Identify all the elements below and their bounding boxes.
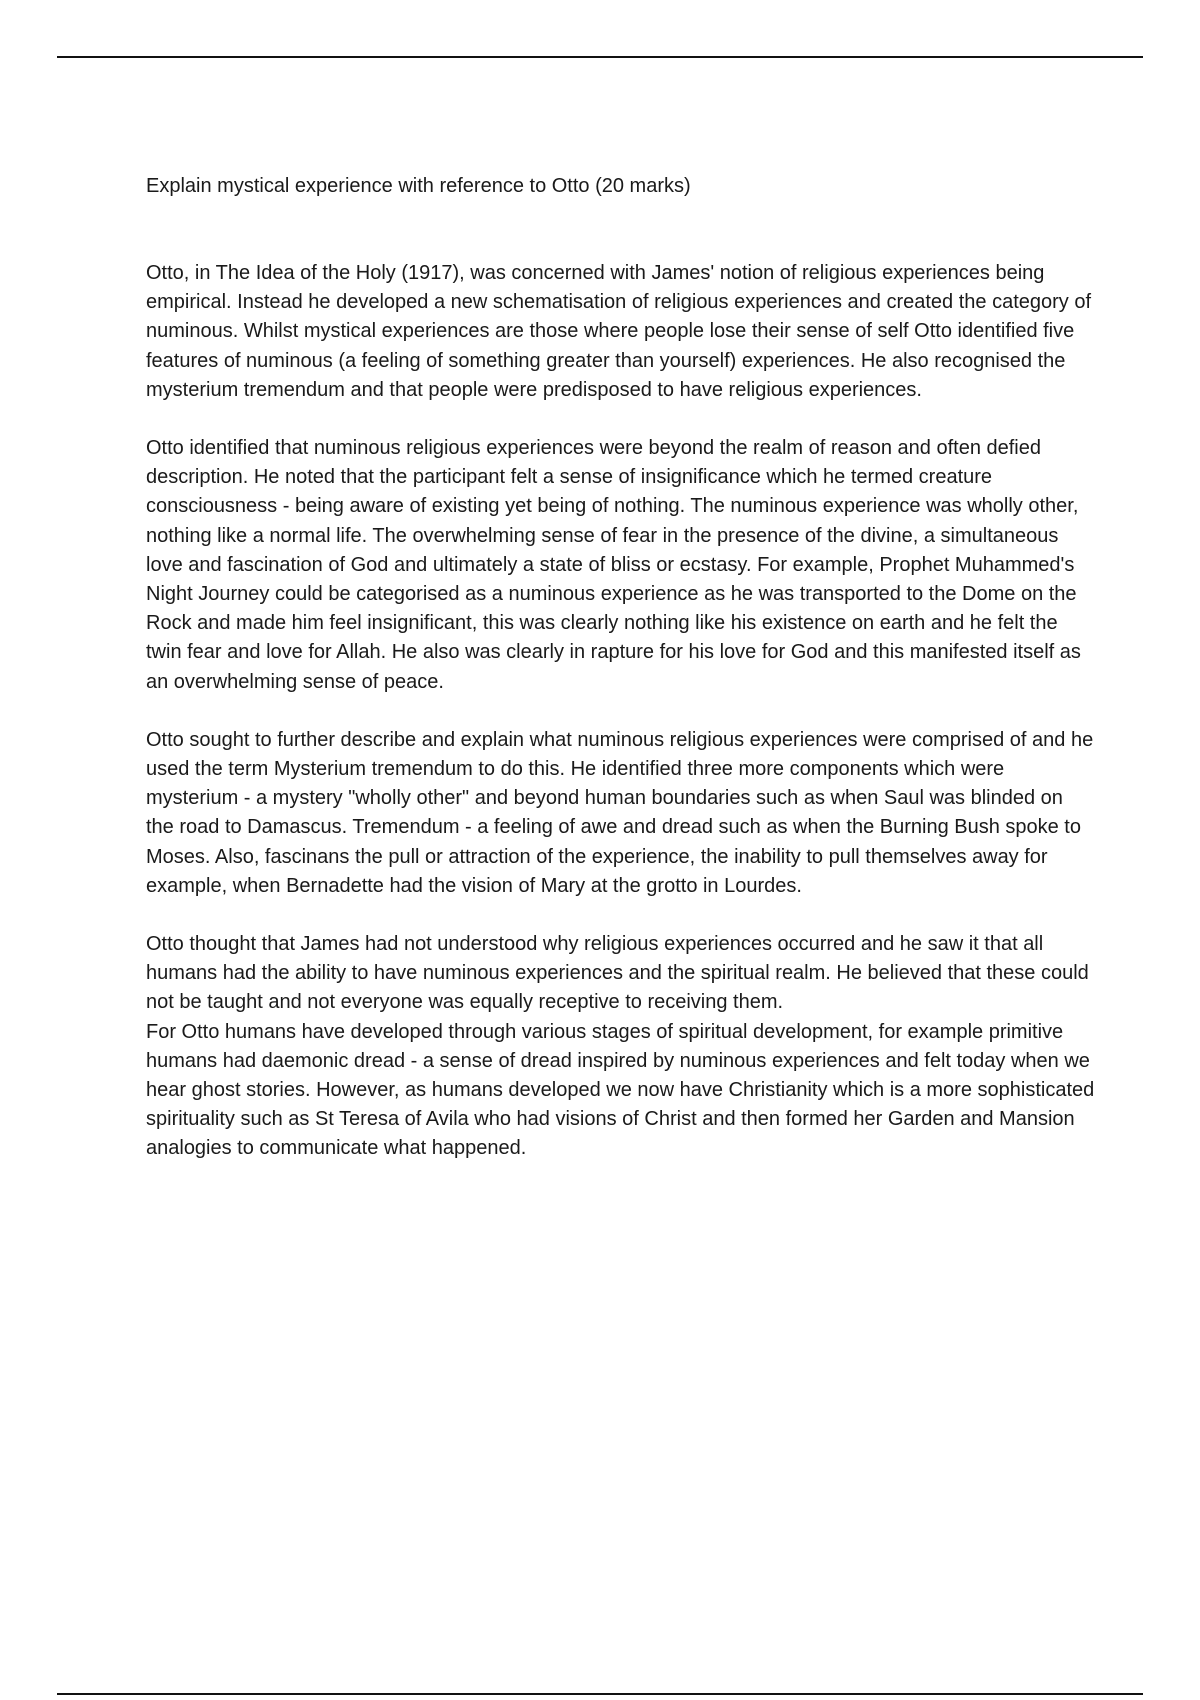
essay-paragraph-2: Otto identified that numinous religious experiences were beyond the realm of reason and often defied description. He noted that the participant felt a sense of insignificance which he termed creature consciousness - being aware of existing yet being of nothing. The numinous experience was wholly other, nothing like a normal life. The overwhelming sense of fear in the presence of the divine, a simultaneous love and fascination of God and ultimately a state of bliss or ecstasy. For example, Prophet Muhammed's Night Journey could be categorised as a numinous experience as he was transported to the Dome on the Rock and made him feel insignificant, this was clearly nothing like his existence on earth and he felt the twin fear and love for Allah. He also was clearly in rapture for his love for God and this manifested itself as an overwhelming sense of peace.	[146, 437, 1081, 693]
essay-paragraph-5: For Otto humans have developed through various stages of spiritual development, for example primitive humans had daemonic dread - a sense of dread inspired by numinous experiences and felt today when we hear ghost stories. However, as humans developed we now have Christianity which is a more sophisticated spirituality such as St Teresa of Avila who had visions of Christ and then formed her Garden and Mansion analogies to communicate what happened.	[146, 1020, 1095, 1160]
essay-question-title: Explain mystical experience with reference to Otto (20 marks)	[146, 175, 691, 197]
bottom-horizontal-rule	[57, 1693, 1143, 1695]
essay-content	[146, 171, 1096, 1164]
essay-paragraph-3: Otto sought to further describe and explain what numinous religious experiences were comprised of and he used the term Mysterium tremendum to do this. He identified three more components which were mysterium - a mystery "wholly other" and beyond human boundaries such as when Saul was blinded on the road to Damascus. Tremendum - a feeling of awe and dread such as when the Burning Bush spoke to Moses. Also, fascinans the pull or attraction of the experience, the inability to pull themselves away for example, when Bernadette had the vision of Mary at the grotto in Lourdes.	[146, 728, 1094, 897]
essay-paragraph-1: Otto, in The Idea of the Holy (1917), was concerned with James' notion of religious experiences being empirical. Instead he developed a new schematisation of religious experiences and created the category of numinous. Whilst mystical experiences are those where people lose their sense of self Otto identified five features of numinous (a feeling of something greater than yourself) experiences. He also recognised the mysterium tremendum and that people were predisposed to have religious experiences.	[146, 262, 1092, 401]
essay-paragraph-4: Otto thought that James had not understood why religious experiences occurred and he saw it that all humans had the ability to have numinous experiences and the spiritual realm. He believed that these could not be taught and not everyone was equally receptive to receiving them.	[146, 933, 1089, 1014]
top-horizontal-rule	[57, 56, 1143, 58]
